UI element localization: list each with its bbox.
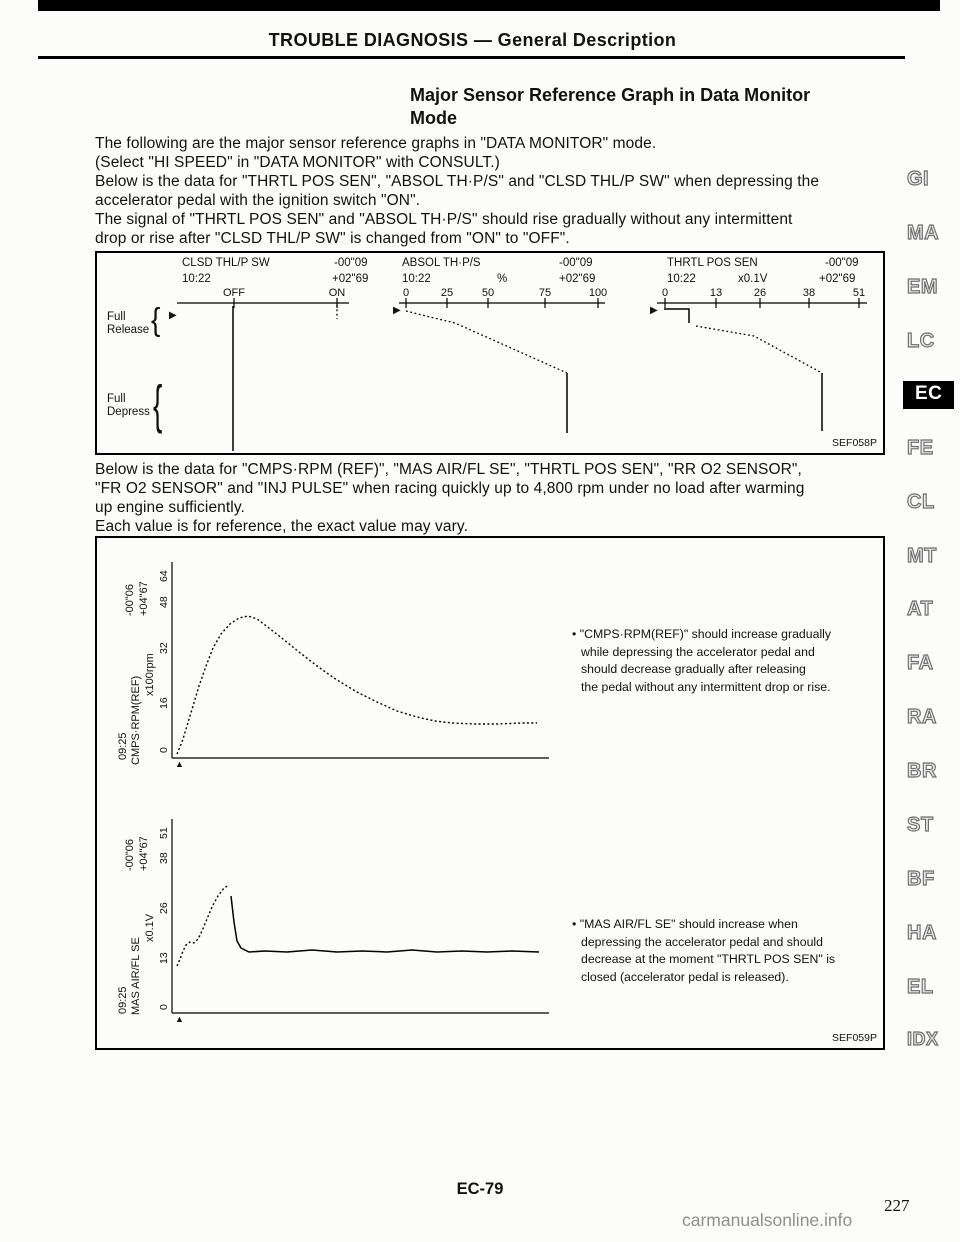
panel2-time: 10:22 xyxy=(402,273,431,285)
chart2-start-marker-icon: ▲ xyxy=(175,1014,184,1024)
tab-ra: RA xyxy=(907,706,937,728)
chart1-offset-2: +04"67 xyxy=(138,581,150,616)
intro-line: up engine sufficiently. xyxy=(95,499,245,516)
chart2-unit: x0.1V xyxy=(144,913,156,942)
panel1-title: CLSD THL/P SW xyxy=(182,257,270,269)
note-line: • "MAS AIR/FL SE" should increase when xyxy=(572,917,798,931)
top-black-bar xyxy=(38,0,940,11)
panel3-time: 10:22 xyxy=(667,273,696,285)
figure-code: SEF058P xyxy=(832,437,877,449)
chart2-offset-1: -00"06 xyxy=(124,838,136,871)
note-line: • "CMPS·RPM(REF)" should increase gradually xyxy=(572,627,832,641)
chart2-tick: 0 xyxy=(158,1004,170,1010)
intro-line: Below is the data for "THRTL POS SEN", "ABSOL TH·P/S" and "CLSD THL/P SW" when depressing the xyxy=(95,173,820,190)
panel1-tick-off: OFF xyxy=(223,287,245,299)
note-mas-airfl xyxy=(572,916,877,986)
note-line: depressing the accelerator pedal and should xyxy=(581,934,824,949)
thrtl-pos-rise-trace xyxy=(696,326,822,373)
trace-start-arrow-icon: ▶ xyxy=(169,310,177,321)
intro-line: The signal of "THRTL POS SEN" and "ABSOL TH·P/S" should rise gradually without any intermittent xyxy=(95,211,793,228)
tab-bf: BF xyxy=(907,868,935,890)
chart2-tick: 26 xyxy=(158,902,170,914)
absol-thps-rise-trace xyxy=(406,311,567,373)
figure-sef059p xyxy=(95,536,885,1050)
tab-mt: MT xyxy=(907,545,937,567)
chart2-offset-2: +04"67 xyxy=(138,836,150,871)
fig1-plot xyxy=(97,253,883,453)
panel1-offset-end: +02"69 xyxy=(332,273,369,285)
chart2-tick: 13 xyxy=(158,952,170,964)
intro-line: Below is the data for "CMPS·RPM (REF)", "MAS AIR/FL SE", "THRTL POS SEN", "RR O2 SENSOR", xyxy=(95,461,802,478)
tab-at: AT xyxy=(907,598,934,620)
panel2-tick: 25 xyxy=(440,287,454,299)
panel1-tick-on: ON xyxy=(328,287,346,299)
note-line: the pedal without any intermittent drop or rise. xyxy=(581,679,831,694)
chart2-tick: 51 xyxy=(158,827,170,839)
panel2-unit: % xyxy=(497,273,508,285)
tab-cl: CL xyxy=(907,491,935,513)
note-line: decrease at the moment "THRTL POS SEN" is xyxy=(581,952,836,966)
full-depress-label: Depress xyxy=(107,406,150,418)
release-brace: { xyxy=(151,301,161,338)
trace-start-arrow-icon: ▶ xyxy=(393,305,401,316)
panel2-offset-start: -00"09 xyxy=(559,257,593,269)
axis-lines xyxy=(172,562,549,1013)
tab-em: EM xyxy=(907,276,938,298)
tab-ec-active: EC xyxy=(903,381,954,409)
panel2-tick: 0 xyxy=(402,287,410,299)
depress-brace: { xyxy=(153,375,163,434)
tab-br: BR xyxy=(907,760,937,782)
panel3-tick: 13 xyxy=(709,287,723,299)
tab-gi: GI xyxy=(907,168,930,190)
panel1-time: 10:22 xyxy=(182,273,211,285)
section-title-line1: Major Sensor Reference Graph in Data Monitor xyxy=(410,85,811,105)
intro-line: Each value is for reference, the exact value may vary. xyxy=(95,518,468,535)
trace-start-arrow-icon: ▶ xyxy=(650,305,658,316)
tab-fa: FA xyxy=(907,652,934,674)
intro-line: accelerator pedal with the ignition switch "ON". xyxy=(95,192,421,209)
panel3-tick: 26 xyxy=(753,287,767,299)
tab-st: ST xyxy=(907,814,934,836)
chart1-tick: 64 xyxy=(158,570,170,582)
page-footer-code: EC-79 xyxy=(456,1180,504,1198)
chart1-ylabel: CMPS·RPM(REF) xyxy=(130,675,142,765)
panel2-offset-end: +02"69 xyxy=(559,273,596,285)
header-rule xyxy=(38,56,905,59)
tab-fe: FE xyxy=(907,437,934,459)
intro-line: (Select "HI SPEED" in "DATA MONITOR" with CONSULT.) xyxy=(95,154,500,171)
note-line: while depressing the accelerator pedal and xyxy=(581,644,815,659)
panel3-offset-end: +02"69 xyxy=(819,273,856,285)
cmps-rpm-trace xyxy=(177,616,537,754)
panel1-offset-start: -00"09 xyxy=(334,257,368,269)
panel3-tick: 38 xyxy=(802,287,816,299)
panel3-title: THRTL POS SEN xyxy=(667,257,758,269)
mas-airfl-flat-trace xyxy=(231,896,539,952)
figure-code: SEF059P xyxy=(832,1032,877,1044)
chart1-tick: 16 xyxy=(158,697,170,709)
chart1-tick: 48 xyxy=(158,596,170,608)
chart1-time: 09:25 xyxy=(117,732,129,760)
thrtl-pos-start-trace xyxy=(664,309,689,323)
chart1-tick: 0 xyxy=(158,747,170,753)
intro-line: The following are the major sensor reference graphs in "DATA MONITOR" mode. xyxy=(95,135,657,152)
section-title xyxy=(410,84,810,130)
chart2-time: 09:25 xyxy=(117,986,129,1014)
chart1-unit: x100rpm xyxy=(144,653,156,696)
panel2-tick: 75 xyxy=(538,287,552,299)
tab-ha: HA xyxy=(907,922,937,944)
mas-airfl-rise-trace xyxy=(177,885,229,966)
chart1-offset-1: -00"06 xyxy=(124,583,136,616)
tab-ma: MA xyxy=(907,222,940,244)
chart2-ylabel: MAS AIR/FL SE xyxy=(130,937,142,1015)
full-release-label: Release xyxy=(107,324,150,336)
panel3-tick: 51 xyxy=(852,287,866,299)
panel2-tick: 100 xyxy=(588,287,608,299)
figure-sef058p xyxy=(95,251,885,455)
full-depress-label: Full xyxy=(107,393,126,405)
panel3-offset-start: -00"09 xyxy=(825,257,859,269)
chart1-tick: 32 xyxy=(158,642,170,654)
intro-paragraph xyxy=(95,134,900,248)
chart1-start-marker-icon: ▲ xyxy=(175,759,184,769)
intro-line: "FR O2 SENSOR" and "INJ PULSE" when racing quickly up to 4,800 rpm under no load after warming xyxy=(95,480,805,497)
panel2-tick: 50 xyxy=(481,287,495,299)
section-title-line2: Mode xyxy=(410,108,457,128)
tab-idx: IDX xyxy=(907,1029,939,1049)
second-paragraph xyxy=(95,460,900,536)
full-release-label: Full xyxy=(107,311,126,323)
tab-lc: LC xyxy=(907,330,935,352)
watermark: carmanualsonline.info xyxy=(682,1210,853,1230)
note-cmps-rpm xyxy=(572,626,877,696)
page-header: TROUBLE DIAGNOSIS — General Description xyxy=(268,30,677,50)
intro-line: drop or rise after "CLSD THL/P SW" is changed from "ON" to "OFF". xyxy=(95,230,570,247)
note-line: closed (accelerator pedal is released). xyxy=(581,969,789,984)
panel3-unit: x0.1V xyxy=(738,273,768,285)
panel3-tick: 0 xyxy=(661,287,669,299)
panel2-title: ABSOL TH·P/S xyxy=(402,257,481,269)
chart2-tick: 38 xyxy=(158,852,170,864)
page-number: 227 xyxy=(884,1196,910,1215)
note-line: should decrease gradually after releasing xyxy=(581,662,806,676)
tab-el: EL xyxy=(907,976,934,998)
